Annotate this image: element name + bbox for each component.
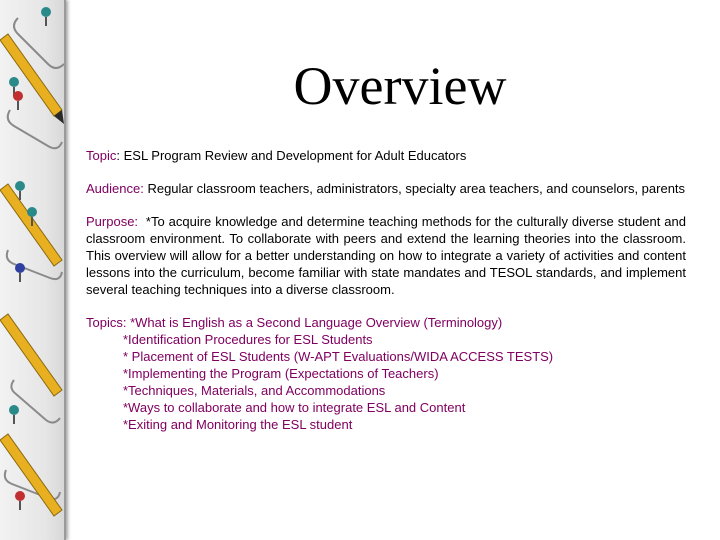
topic-item: *Exiting and Monitoring the ESL student — [123, 417, 353, 432]
audience-text: Regular classroom teachers, administrators, specialty area teachers, and counselors, parents — [147, 181, 686, 196]
purpose-label: Purpose: — [86, 214, 139, 229]
topic-text: ESL Program Review and Development for Adult Educators — [123, 148, 467, 163]
topic-paragraph — [86, 147, 686, 164]
topic-item: *Implementing the Program (Expectations of Teachers) — [123, 366, 439, 381]
purpose-paragraph — [86, 213, 686, 298]
sidebar-decoration — [0, 0, 64, 540]
topic-item: * Placement of ESL Students (W-APT Evaluations/WIDA ACCESS TESTS) — [123, 349, 554, 364]
topics-label: Topics: — [86, 315, 127, 330]
topic-separator: : — [116, 148, 120, 163]
page-title: Overview — [293, 56, 507, 116]
topic-item: *Techniques, Materials, and Accommodations — [123, 383, 386, 398]
audience-paragraph — [86, 180, 686, 197]
topic-item: *What is English as a Second Language Overview (Terminology) — [130, 315, 503, 330]
topic-item: *Identification Procedures for ESL Students — [123, 332, 373, 347]
topic-item: *Ways to collaborate and how to integrate ESL and Content — [123, 400, 466, 415]
topic-label: Topic — [86, 148, 117, 163]
content-body — [86, 147, 686, 449]
decorative-sidebar — [0, 0, 66, 540]
topics-section — [86, 314, 686, 433]
purpose-text: *To acquire knowledge and determine teaching methods for the culturally diverse student and classroom environment. To collaborate with peers and extend the learning theories into the classroom. This overview will allow for a better understanding on how to integrate a variety of activities and content lessons into the curriculum, become familiar with state mandates and TESOL standards, and implement several teaching techniques into a diverse classroom. — [86, 214, 686, 297]
audience-label: Audience: — [86, 181, 144, 196]
pencil-icon — [0, 34, 64, 516]
